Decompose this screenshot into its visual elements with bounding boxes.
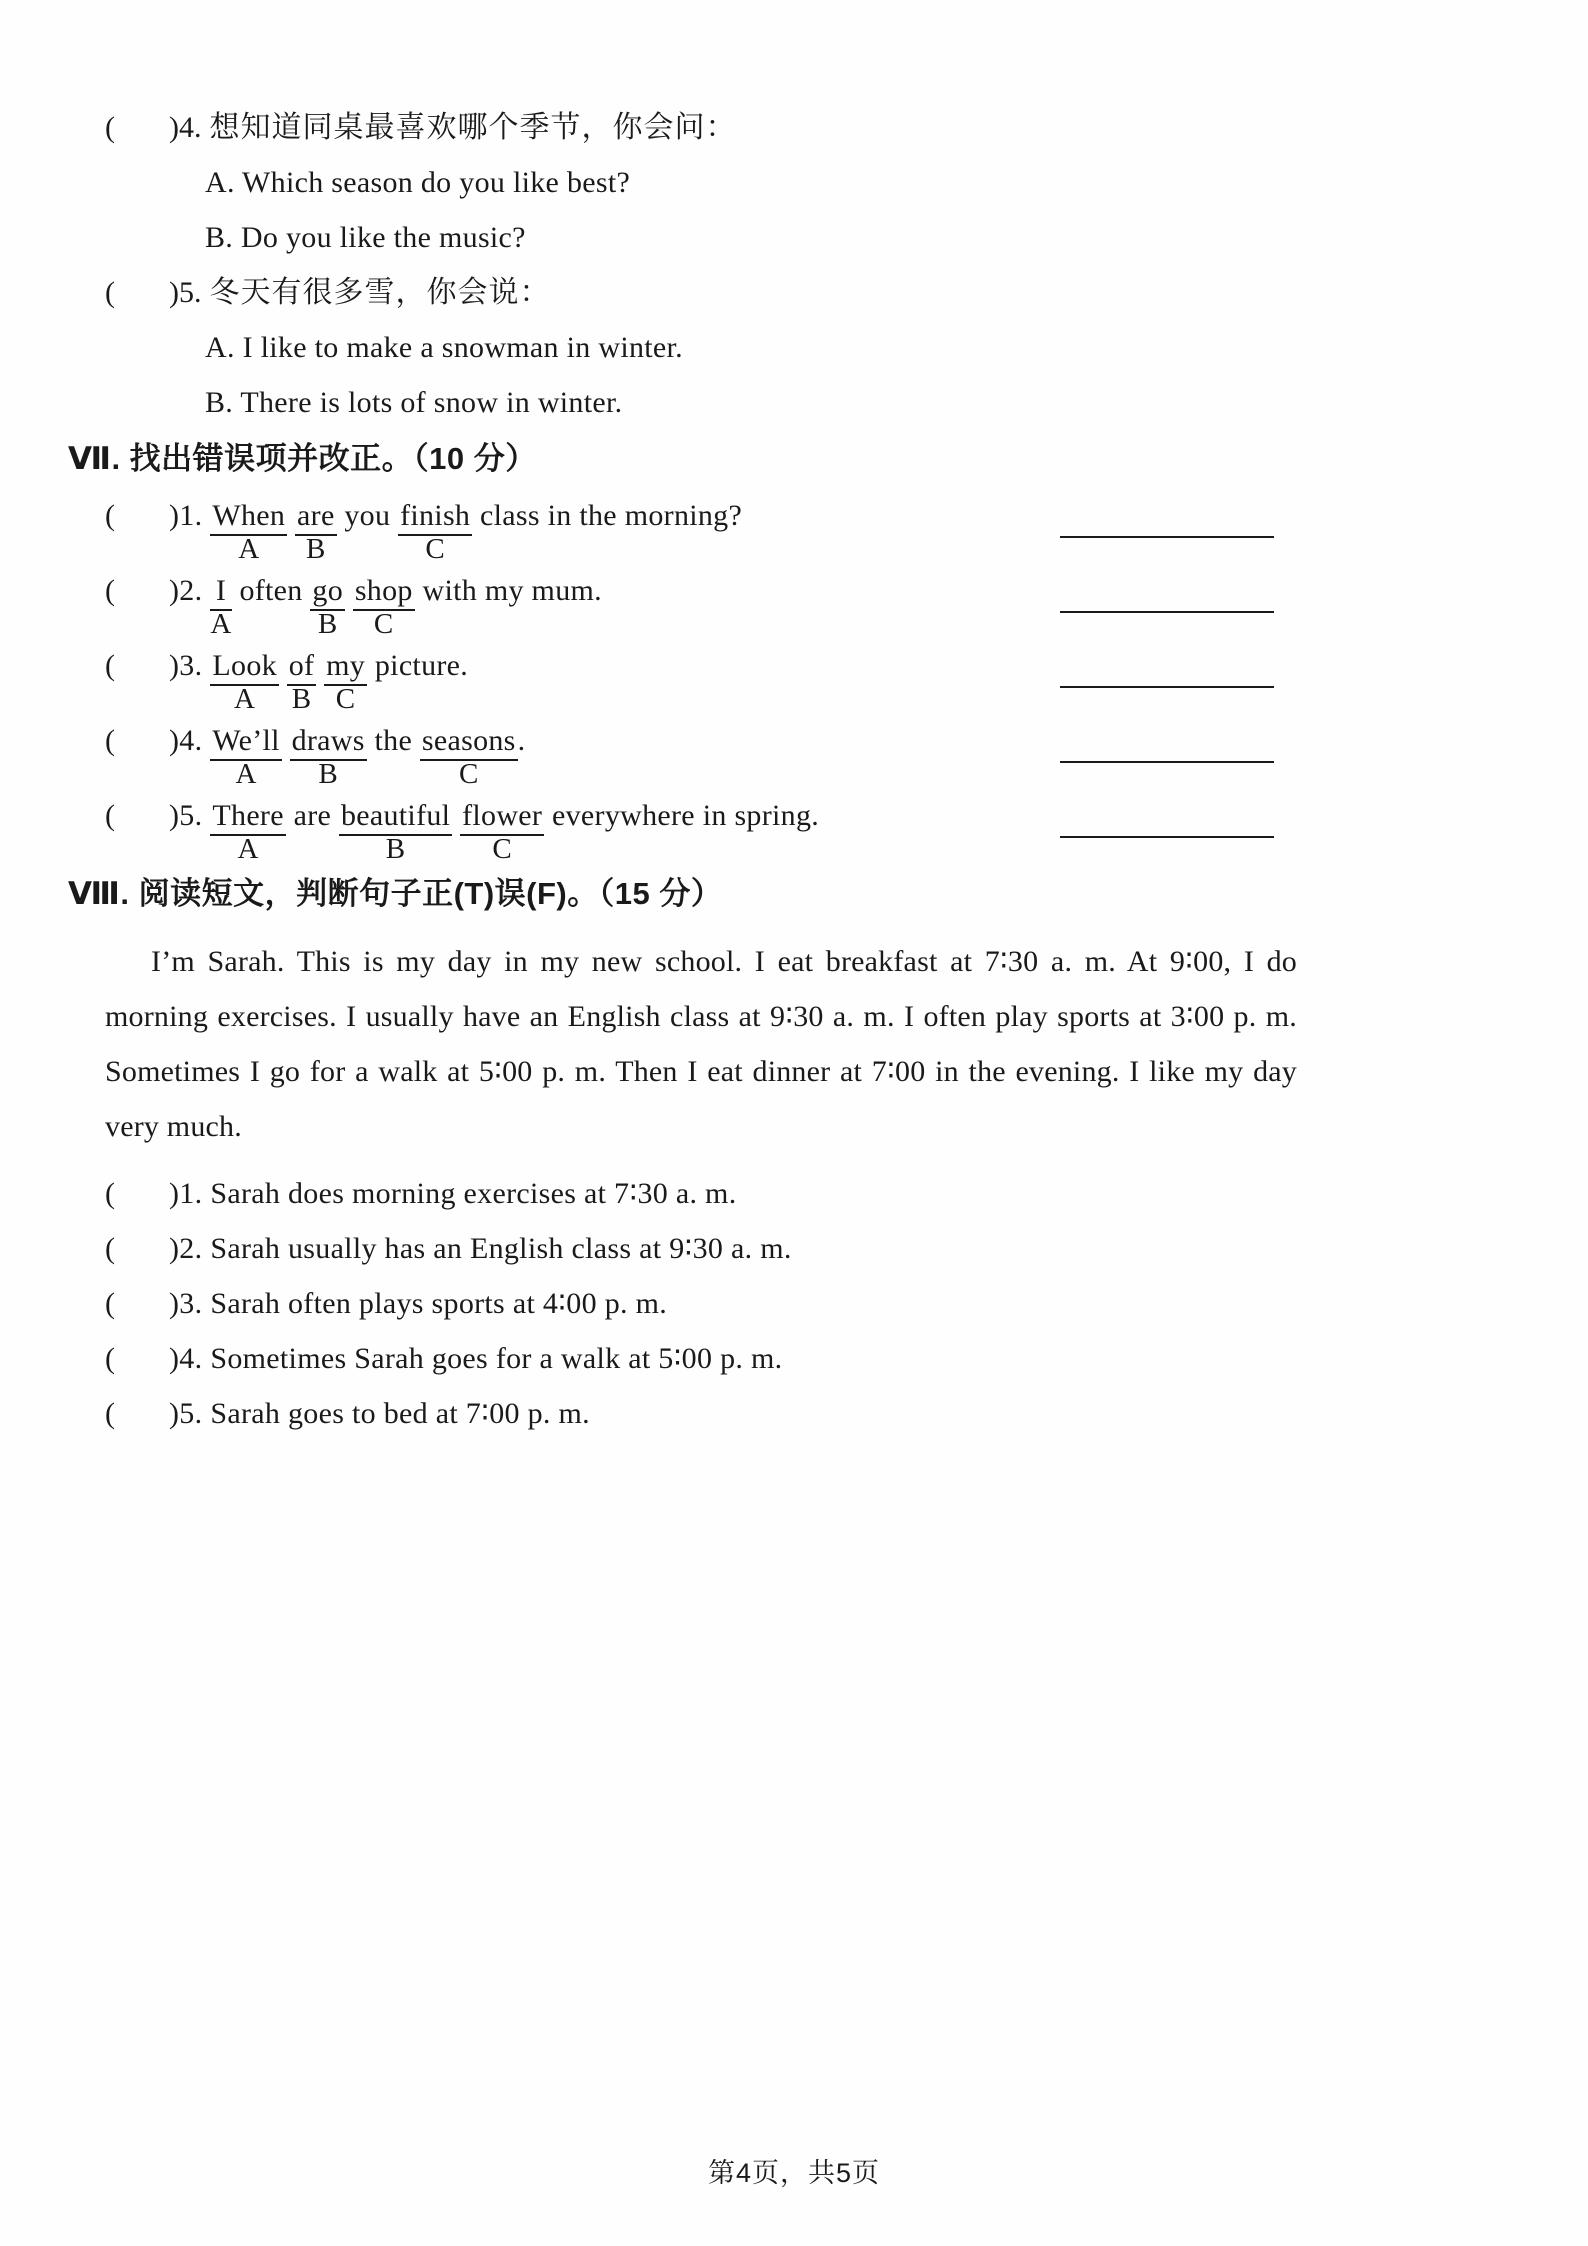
question-number: )5.: [169, 1397, 203, 1430]
choice-label: C: [458, 758, 479, 790]
word-text: I: [210, 574, 231, 611]
reading-passage: I’m Sarah. This is my day in my new school. I eat breakfast at 7∶30 a. m. At 9∶00, I do morning exercises. I usually have an English class at 9∶30 a. m. I often play sports at 3∶00 p. m. Sometimes I go for a walk at 5∶00 p. m. Then I eat dinner at 7∶00 in the evening. I like my day very much.: [105, 945, 1297, 1143]
choice-label: B: [318, 758, 338, 790]
open-paren: (: [105, 1287, 116, 1320]
text-segment: the: [366, 724, 420, 757]
underlined-word: [310, 574, 345, 638]
question-number: )2.: [169, 1232, 203, 1265]
error-correction-item: [105, 724, 1588, 788]
sentence: [210, 799, 820, 865]
sentence: [210, 724, 526, 790]
open-paren: (: [105, 799, 116, 832]
open-paren: (: [105, 574, 116, 607]
open-paren: (: [105, 111, 115, 144]
text-segment: with my mum.: [414, 574, 602, 607]
true-false-list: [0, 1178, 1588, 1430]
underlined-word: [339, 799, 452, 863]
word-text: We’ll: [210, 724, 281, 761]
answer-blank: [1060, 836, 1274, 838]
error-correction-item: [105, 574, 1588, 638]
choice-label: C: [425, 533, 445, 565]
word-text: my: [324, 649, 367, 686]
choice-label: C: [492, 833, 512, 865]
choice-label: A: [235, 758, 257, 790]
error-correction-item: [105, 799, 1588, 863]
word-text: are: [295, 499, 337, 536]
word-text: There: [210, 799, 285, 836]
text-segment: [279, 649, 287, 682]
underlined-word: [295, 499, 337, 563]
text-segment: often: [231, 574, 311, 607]
text-segment: class in the morning?: [472, 499, 743, 532]
answer-option: B. Do you like the music?: [205, 221, 526, 254]
word-text: beautiful: [339, 799, 452, 836]
question-stem-text: 冬天有很多雪，你会说：: [209, 276, 551, 309]
page-footer: 第4页，共5页: [707, 2158, 881, 2188]
sentence: [210, 574, 602, 640]
statement-text: Sarah often plays sports at 4∶00 p. m.: [210, 1287, 668, 1320]
true-false-item: [105, 1343, 1588, 1375]
error-correction-item: [105, 649, 1588, 713]
word-text: go: [310, 574, 345, 611]
section8-heading: Ⅷ. 阅读短文，判断句子正(T)误(F)。（15 分）: [68, 876, 723, 911]
text-segment: picture.: [367, 649, 469, 682]
answer-blank: [1060, 536, 1274, 538]
sentence: [210, 499, 743, 565]
word-text: Look: [210, 649, 279, 686]
open-paren: (: [105, 724, 116, 757]
answer-blank: [1060, 611, 1274, 613]
text-segment: .: [517, 724, 526, 757]
text-segment: [316, 649, 324, 682]
open-paren: (: [105, 1397, 116, 1430]
choice-label: B: [305, 533, 326, 565]
open-paren: (: [105, 499, 116, 532]
underlined-word: [210, 574, 231, 638]
word-text: seasons: [420, 724, 518, 761]
open-paren: (: [105, 1232, 116, 1265]
statement-text: Sarah goes to bed at 7∶00 p. m.: [210, 1397, 590, 1430]
choice-label: C: [335, 683, 356, 715]
answer-option: A. I like to make a snowman in winter.: [205, 331, 683, 364]
underlined-word: [324, 649, 367, 713]
underlined-word: [210, 724, 281, 788]
answer-option: B. There is lots of snow in winter.: [205, 386, 623, 419]
true-false-item: [105, 1178, 1588, 1210]
choice-label: A: [234, 683, 256, 715]
word-text: When: [210, 499, 287, 536]
open-paren: (: [105, 649, 116, 682]
true-false-item: [105, 1398, 1588, 1430]
choice-label: B: [291, 683, 312, 715]
open-paren: (: [105, 1177, 116, 1210]
question-number: )4.: [169, 724, 203, 757]
underlined-word: [210, 799, 285, 863]
text-segment: [452, 799, 460, 832]
choice-label: A: [237, 833, 259, 865]
error-correction-list: [0, 499, 1588, 863]
text-segment: you: [336, 499, 399, 532]
word-text: flower: [460, 799, 544, 836]
choice-label: A: [238, 533, 260, 565]
word-text: draws: [290, 724, 367, 761]
underlined-word: [290, 724, 367, 788]
answer-blank: [1060, 686, 1274, 688]
text-segment: [287, 499, 295, 532]
text-segment: are: [285, 799, 339, 832]
choice-questions-section: [0, 112, 1588, 419]
open-paren: (: [105, 276, 115, 309]
question-stem-row: [105, 112, 1588, 144]
question-number: )3.: [169, 1287, 203, 1320]
text-segment: [345, 574, 353, 607]
true-false-item: [105, 1233, 1588, 1265]
question-number: )4.: [169, 1342, 203, 1375]
question-number: )1.: [169, 499, 203, 532]
question-number: )1.: [169, 1177, 203, 1210]
sentence: [210, 649, 469, 715]
choice-label: C: [373, 608, 394, 640]
underlined-word: [287, 649, 317, 713]
statement-text: Sarah usually has an English class at 9∶30 a. m.: [210, 1232, 792, 1265]
statement-text: Sometimes Sarah goes for a walk at 5∶00 p. m.: [210, 1342, 783, 1375]
question-number: )5.: [169, 276, 202, 309]
underlined-word: [353, 574, 415, 638]
answer-option: A. Which season do you like best?: [205, 166, 631, 199]
true-false-item: [105, 1288, 1588, 1320]
underlined-word: [460, 799, 544, 863]
choice-label: B: [385, 833, 406, 865]
question-number: )2.: [169, 574, 203, 607]
question-number: )5.: [169, 799, 203, 832]
choice-label: B: [317, 608, 338, 640]
underlined-word: [420, 724, 518, 788]
text-segment: everywhere in spring.: [544, 799, 820, 832]
underlined-word: [210, 649, 279, 713]
word-text: of: [287, 649, 317, 686]
text-segment: [282, 724, 290, 757]
answer-blank: [1060, 761, 1274, 763]
statement-text: Sarah does morning exercises at 7∶30 a. m.: [210, 1177, 737, 1210]
open-paren: (: [105, 1342, 116, 1375]
choice-label: A: [210, 608, 232, 640]
question-stem-text: 想知道同桌最喜欢哪个季节，你会问：: [209, 111, 737, 144]
underlined-word: [398, 499, 472, 563]
word-text: finish: [398, 499, 472, 536]
error-correction-item: [105, 499, 1588, 563]
underlined-word: [210, 499, 287, 563]
section7-heading: Ⅶ. 找出错误项并改正。（10 分）: [68, 441, 537, 476]
word-text: shop: [353, 574, 415, 611]
question-number: )3.: [169, 649, 203, 682]
question-number: )4.: [169, 111, 202, 144]
question-stem-row: [105, 277, 1588, 309]
